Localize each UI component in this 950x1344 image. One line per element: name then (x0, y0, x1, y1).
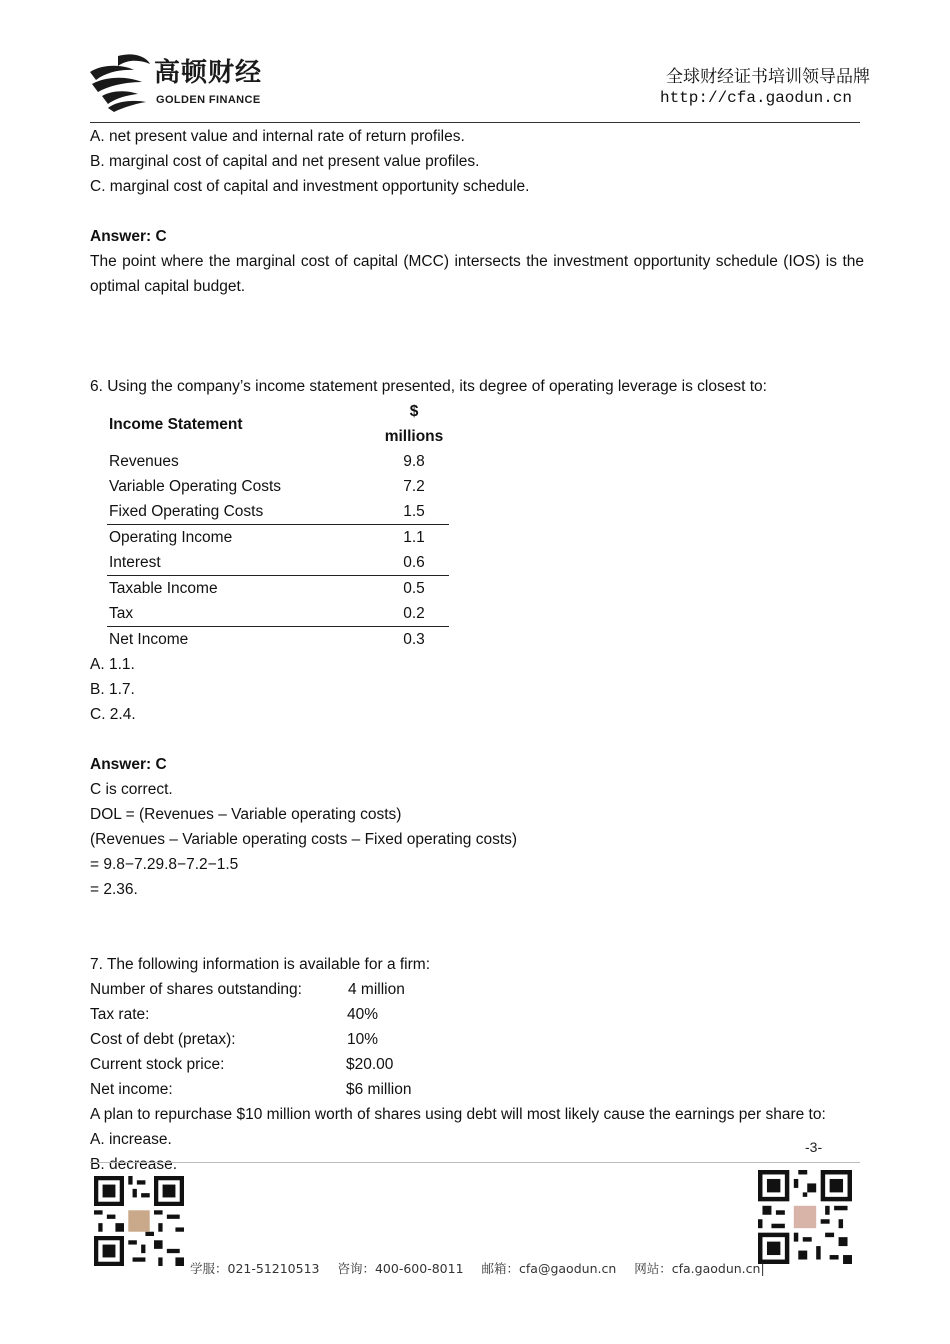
row-value: 0.2 (379, 601, 449, 627)
row-value: 9.8 (403, 453, 425, 470)
q7-option-b: B. decrease. (90, 1156, 178, 1173)
header-divider (90, 122, 860, 123)
q6-option-a: A. 1.1. (90, 656, 135, 673)
logo-mark-icon (88, 50, 152, 112)
page-content (90, 124, 864, 1177)
q7-stem: A plan to repurchase $10 million worth of shares using debt will most likely cause the earnings per share to: (90, 1106, 826, 1123)
fact-row (90, 977, 864, 1002)
row-value: 1.5 (379, 499, 449, 525)
q5-answer: Answer: C (90, 228, 167, 245)
table-row (107, 474, 449, 499)
q6-explanation-line: DOL = (Revenues – Variable operating costs) (90, 806, 402, 823)
table-header-value: $ millions (384, 403, 444, 445)
page-number: -3- (805, 1139, 823, 1155)
footer-contact (190, 1259, 779, 1277)
contact-website: 网站：cfa.gaodun.cn| (634, 1261, 765, 1276)
row-label: Interest (107, 550, 379, 576)
fact-row (90, 1027, 864, 1052)
row-label: Revenues (109, 453, 179, 470)
q6-explanation-line: (Revenues – Variable operating costs – Fixed operating costs) (90, 831, 518, 848)
table-row (107, 601, 449, 627)
row-label: Taxable Income (109, 580, 218, 597)
fact-label: Net income: (90, 1081, 173, 1098)
row-value: 0.3 (403, 631, 425, 648)
table-row (107, 627, 449, 653)
row-value: 1.1 (403, 529, 425, 546)
fact-row (90, 1002, 864, 1027)
row-label: Tax (107, 601, 379, 627)
q6-option-b: B. 1.7. (90, 681, 135, 698)
q5-option-a: A. net present value and internal rate of return profiles. (90, 128, 465, 145)
table-row (107, 449, 449, 474)
row-value: 0.6 (379, 550, 449, 576)
fact-label: Number of shares outstanding: (90, 981, 302, 998)
row-value: 7.2 (403, 478, 425, 495)
q6-question: 6. Using the company’s income statement presented, its degree of operating leverage is closest to: (90, 378, 767, 395)
table-row (107, 576, 449, 602)
q6-explanation-line: C is correct. (90, 781, 173, 798)
logo-chinese-name: 高顿财经 (154, 58, 263, 88)
footer-divider (90, 1162, 860, 1163)
qr-code-icon (94, 1176, 184, 1266)
table-row (107, 525, 449, 551)
table-row (107, 499, 449, 525)
q7-question: 7. The following information is available for a firm: (90, 956, 431, 973)
contact-service: 学服：021-51210513 (190, 1261, 320, 1276)
row-label: Variable Operating Costs (109, 478, 282, 495)
fact-label: Tax rate: (90, 1006, 150, 1023)
fact-label: Cost of debt (pretax): (90, 1031, 236, 1048)
header-slogan: 全球财经证书培训领导品牌 (666, 67, 870, 87)
income-statement-table (107, 399, 449, 652)
row-value: 0.5 (403, 580, 425, 597)
row-label: Net Income (109, 631, 189, 648)
row-label: Fixed Operating Costs (107, 499, 379, 525)
q6-answer: Answer: C (90, 756, 167, 773)
row-label: Operating Income (109, 529, 233, 546)
fact-value: 10% (347, 1031, 379, 1048)
q5-explanation: The point where the marginal cost of capital (MCC) intersects the investment opportunity schedule (IOS) is the optimal capital budget. (90, 253, 864, 295)
fact-value: $20.00 (346, 1056, 394, 1073)
fact-label: Current stock price: (90, 1056, 225, 1073)
header-url: http://cfa.gaodun.cn (659, 89, 852, 107)
logo-english-name: GOLDEN FINANCE (156, 94, 261, 106)
q6-explanation-line: = 2.36. (90, 881, 138, 898)
table-row (107, 550, 449, 576)
fact-value: $6 million (346, 1081, 412, 1098)
fact-row (90, 1052, 864, 1077)
q5-option-b: B. marginal cost of capital and net present value profiles. (90, 153, 480, 170)
q6-explanation-line: = 9.8−7.29.8−7.2−1.5 (90, 856, 239, 873)
contact-email: 邮箱：cfa@gaodun.cn (481, 1261, 617, 1276)
q6-option-c: C. 2.4. (90, 706, 136, 723)
fact-value: 4 million (348, 981, 405, 998)
q5-option-c: C. marginal cost of capital and investment opportunity schedule. (90, 178, 530, 195)
contact-consult: 咨询：400-600-8011 (337, 1261, 464, 1276)
table-header-label: Income Statement (109, 415, 243, 433)
q7-option-a: A. increase. (90, 1131, 172, 1148)
fact-value: 40% (347, 1006, 379, 1023)
fact-row (90, 1077, 864, 1102)
qr-code-icon (758, 1170, 852, 1264)
golden-finance-logo (88, 50, 288, 114)
